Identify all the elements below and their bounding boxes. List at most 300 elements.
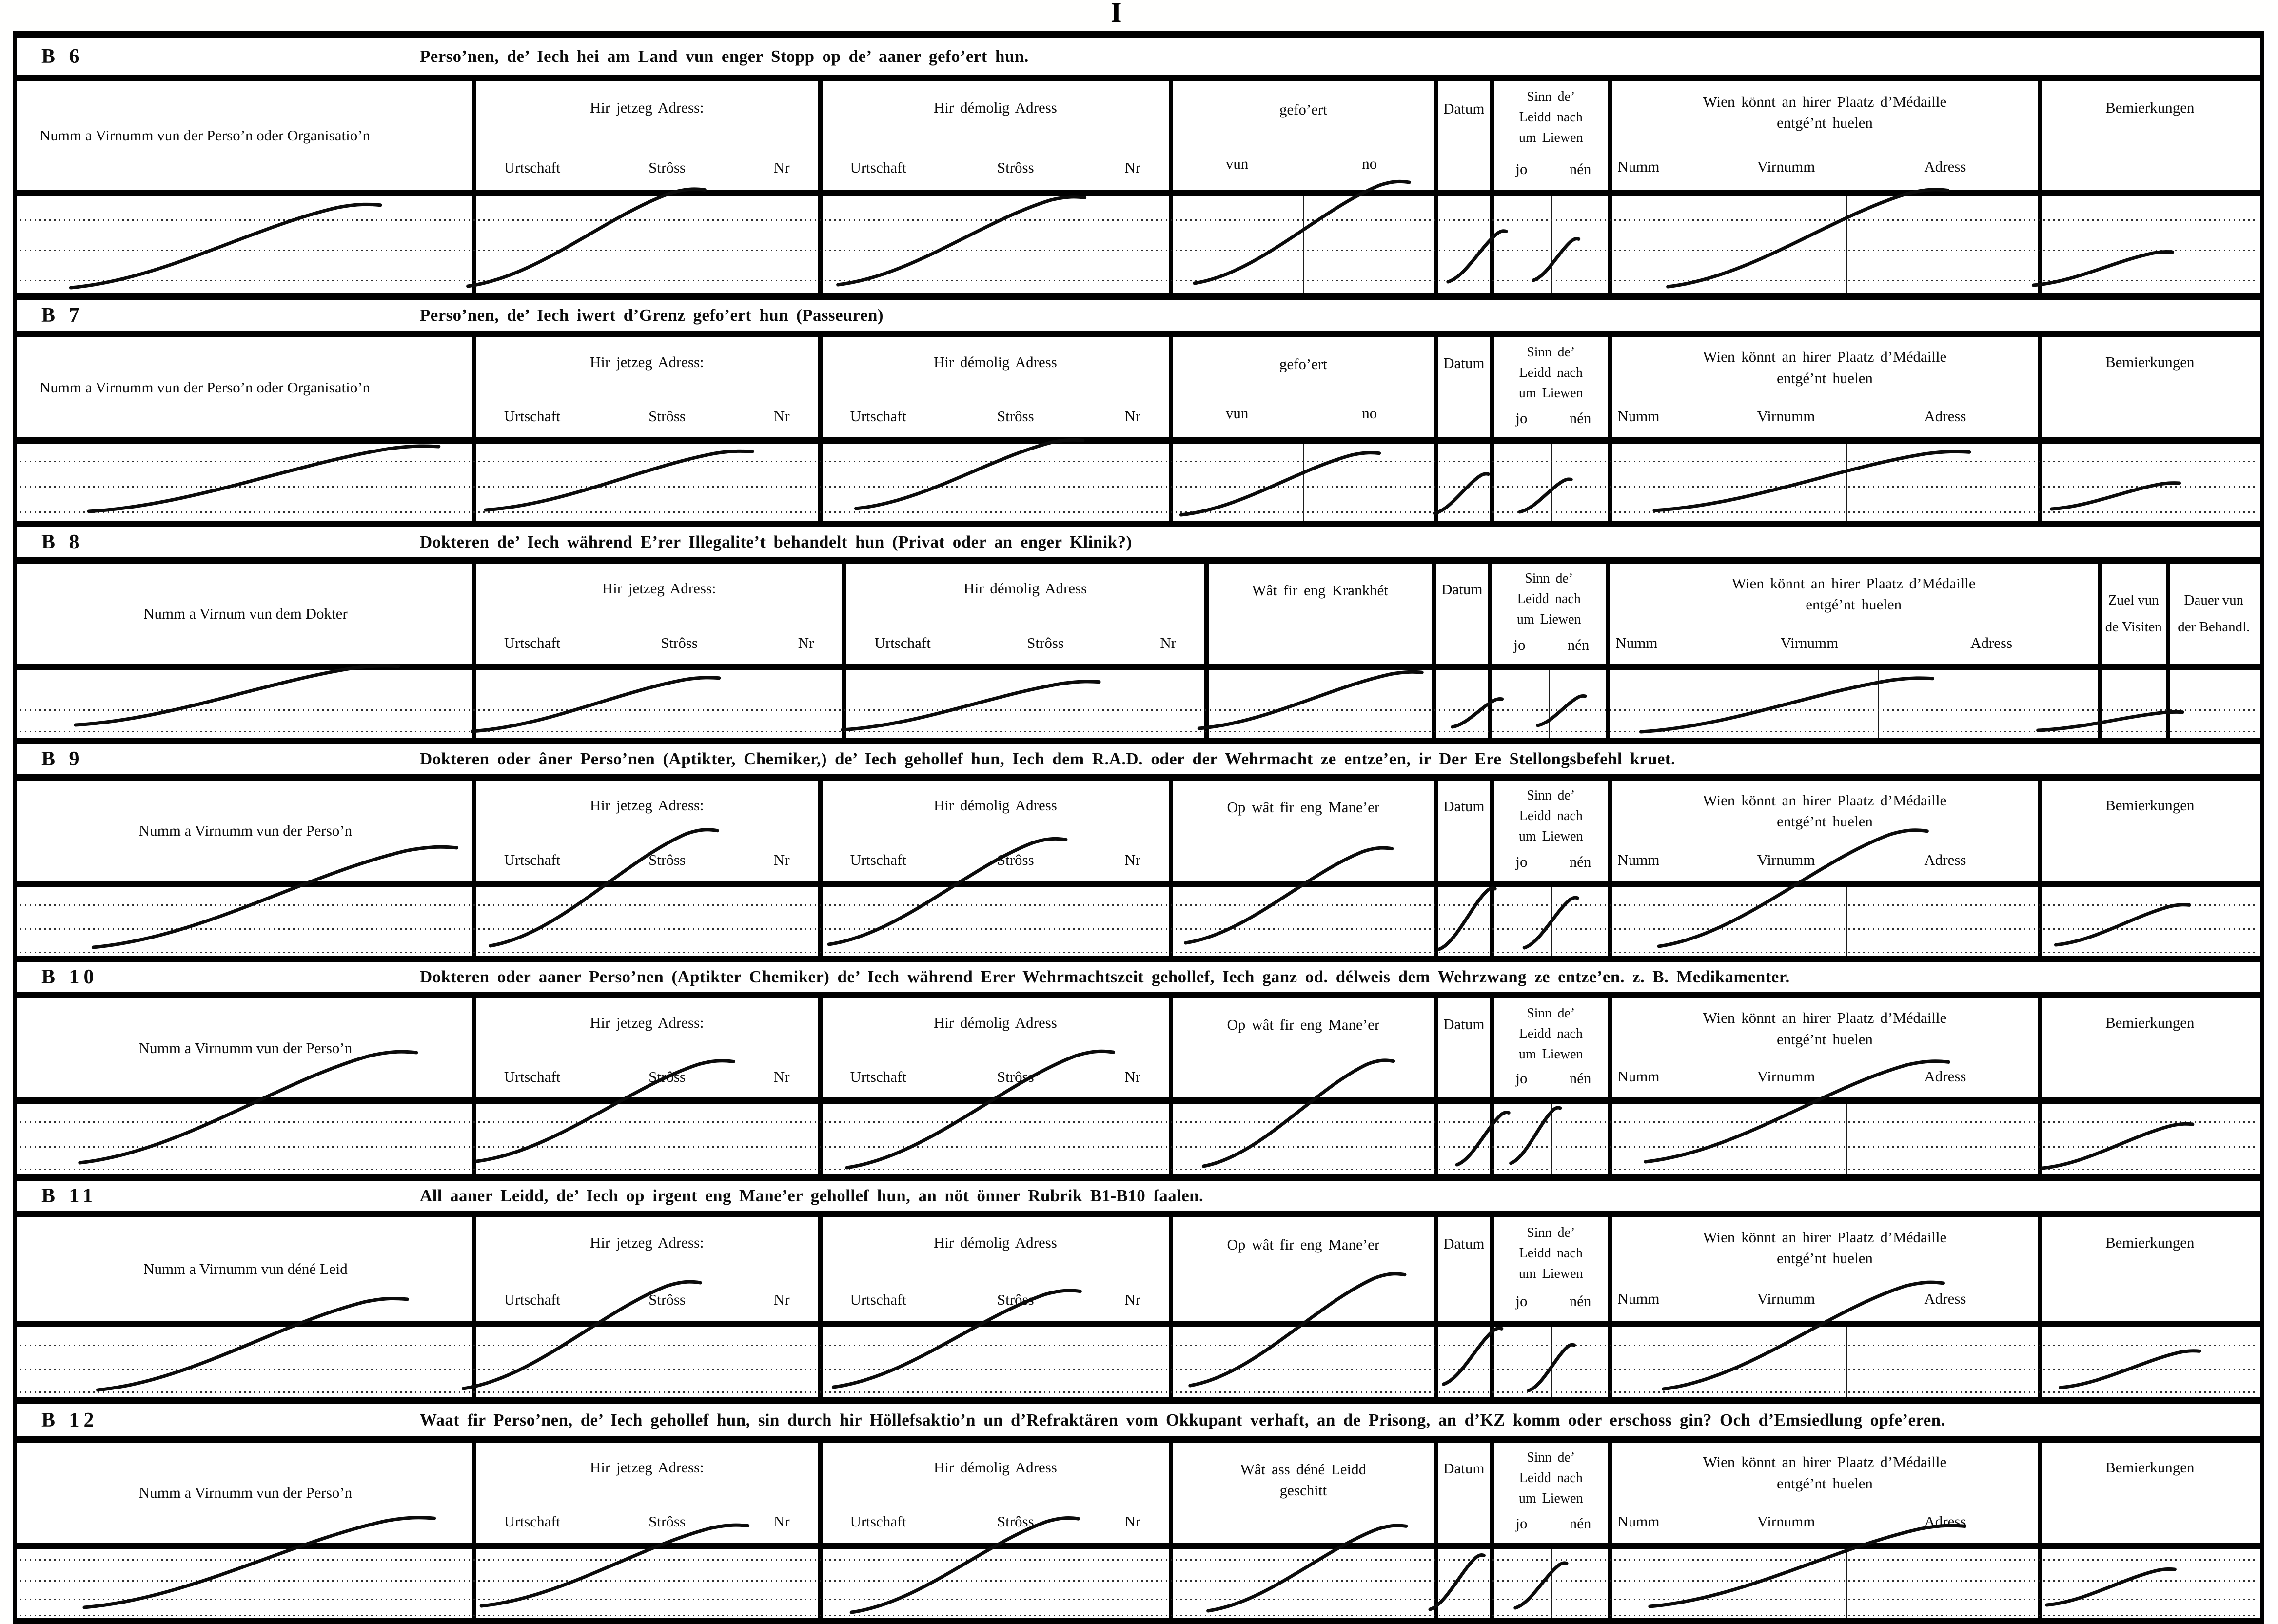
sub-divider [1551, 1327, 1552, 1397]
address-sublabels [820, 1291, 1171, 1309]
sub-numm: Numm [1617, 158, 1660, 176]
name-col-label: Numm a Virnumm vun der Perso’n oder Organisatio’n [39, 378, 371, 396]
column-divider [472, 444, 476, 521]
column-divider [2038, 1104, 2042, 1174]
col-header-mid [1171, 998, 1435, 1097]
sub-nen: nén [1569, 410, 1591, 427]
col-header-datum [1436, 781, 1492, 881]
medal-sublabels [1610, 1056, 2040, 1097]
mid-col-line: Wât fir eng Krankhét [1252, 581, 1388, 599]
alive-line: Sinn de’ [1527, 1006, 1575, 1021]
col-header-medal [1608, 564, 2100, 664]
address-sublabels [820, 1068, 1171, 1086]
data-area [17, 1327, 2260, 1397]
writing-line [20, 219, 2257, 221]
column-divider [472, 887, 476, 956]
col-header-medal [1610, 781, 2040, 881]
medal-line: Wien könnt an hirer Plaatz d’Médaille [1703, 1009, 1947, 1027]
mid-col-line: gefo’ert [1279, 355, 1327, 372]
sub-divider [1551, 196, 1552, 293]
alive-line: um Liewen [1518, 1266, 1583, 1281]
sub-adress: Adress [1924, 1290, 1966, 1308]
mid-col-label [1171, 353, 1435, 374]
page-number-mark: I [1111, 0, 1122, 28]
section-id: B 7 [41, 304, 84, 327]
medal-label [1610, 1227, 2040, 1269]
column-divider [818, 196, 823, 293]
column-divider [1169, 196, 1173, 293]
section-title-band [17, 38, 2260, 81]
name-col-label: Numm a Virnumm vun der Perso’n [138, 822, 353, 839]
col-header-datum [1434, 564, 1491, 664]
tail-label: Bemierkungen [2105, 1233, 2195, 1251]
section-title-band [17, 744, 2260, 781]
col-header-medal [1610, 998, 2040, 1097]
col-header-tail-1 [2168, 564, 2260, 664]
header-row [17, 998, 2260, 1104]
address-sublabels [474, 159, 820, 176]
name-col-label: Numm a Virnumm vun der Perso’n oder Organisatio’n [39, 127, 371, 144]
column-divider [818, 1104, 823, 1174]
col-header-name [17, 781, 474, 881]
sub-divider [1878, 670, 1879, 738]
col-header-tail-0 [2040, 998, 2260, 1097]
datum-label: Datum [1443, 1235, 1485, 1252]
header-row [17, 337, 2260, 444]
mid-col-label [1206, 580, 1434, 601]
form-table [13, 31, 2264, 1624]
name-col-label: Numm a Virnumm vun déné Leid [143, 1260, 348, 1277]
data-area [17, 1549, 2260, 1618]
sub-stross: Strôss [648, 159, 686, 176]
alive-line: um Liewen [1518, 386, 1583, 401]
sub-adress: Adress [1924, 1068, 1966, 1085]
column-divider [1606, 670, 1610, 738]
column-divider [1488, 670, 1492, 738]
alive-label [1492, 1223, 1610, 1284]
section-title: Dokteren oder aaner Perso’nen (Aptikter Chemiker) de’ Iech während Erer Wehrmachtszeit gehollef, Iech ganz od. délweis dem Wehrzwang ze entze’en. z. B. Medikamenter. [420, 967, 1790, 986]
sub-jo: jo [1515, 1070, 1528, 1087]
section-title-band [17, 527, 2260, 564]
col-header-datum [1436, 81, 1492, 190]
medal-line: Wien könnt an hirer Plaatz d’Médaille [1731, 574, 1976, 592]
writing-line [20, 1615, 2257, 1616]
vun-no-split [1171, 390, 1435, 437]
alive-line: Leidd nach [1519, 365, 1583, 381]
section-id: B 11 [41, 1185, 98, 1207]
column-divider [472, 1327, 476, 1397]
section-title-band [17, 1404, 2260, 1443]
alive-label [1492, 1448, 1610, 1509]
sub-no: no [1362, 404, 1377, 422]
col-header-datum [1436, 998, 1492, 1097]
alive-line: Sinn de’ [1525, 571, 1573, 587]
sub-nr: Nr [773, 851, 790, 869]
alive-line: Leidd nach [1517, 591, 1581, 607]
col-header-current-address [474, 998, 820, 1097]
column-divider [1608, 1104, 1612, 1174]
sub-virnumm: Virnumm [1780, 634, 1839, 651]
writing-line [20, 1599, 2257, 1600]
sub-stross: Strôss [1027, 634, 1064, 652]
column-divider [472, 1104, 476, 1174]
tail-line: Dauer vun [2184, 592, 2244, 608]
col-header-former-address [820, 1443, 1171, 1543]
sub-urtschaft: Urtschaft [504, 159, 561, 176]
jo-nen-split [1492, 1505, 1610, 1543]
sub-jo: jo [1515, 853, 1528, 870]
sub-urtschaft: Urtschaft [504, 1513, 561, 1530]
alive-line: Leidd nach [1519, 110, 1583, 125]
section-b12 [17, 1397, 2260, 1618]
sub-virnumm: Virnumm [1757, 1068, 1815, 1085]
sub-urtschaft: Urtschaft [874, 634, 931, 652]
sub-divider [1551, 444, 1552, 521]
sub-numm: Numm [1617, 407, 1660, 425]
address-label: Hir jetzeg Adress: [589, 1233, 704, 1251]
col-header-former-address [820, 998, 1171, 1097]
column-divider [2166, 670, 2170, 738]
medal-line: Wien könnt an hirer Plaatz d’Médaille [1703, 791, 1947, 809]
medal-label [1610, 346, 2040, 389]
sub-nr: Nr [1124, 1068, 1141, 1085]
sub-urtschaft: Urtschaft [504, 634, 561, 652]
datum-label: Datum [1443, 798, 1485, 815]
col-header-current-address [474, 1443, 820, 1543]
column-divider [1490, 887, 1494, 956]
data-area [17, 444, 2260, 521]
sub-jo: jo [1515, 410, 1528, 427]
sub-jo: jo [1513, 636, 1526, 653]
address-sublabels [474, 1291, 820, 1309]
sub-urtschaft: Urtschaft [850, 1291, 906, 1308]
column-divider [472, 196, 476, 293]
column-divider [1608, 444, 1612, 521]
section-title: All aaner Leidd, de’ Iech op irgent eng Mane’er gehollef hun, an nöt önner Rubrik B1-B10 faalen. [420, 1186, 1204, 1205]
sub-stross: Strôss [997, 159, 1034, 176]
datum-label: Datum [1443, 354, 1485, 372]
sub-divider [1846, 887, 1847, 956]
sub-urtschaft: Urtschaft [850, 1068, 906, 1085]
medal-line: Wien könnt an hirer Plaatz d’Médaille [1703, 1453, 1947, 1471]
header-row [17, 781, 2260, 887]
column-divider [1169, 1104, 1173, 1174]
address-label: Hir jetzeg Adress: [589, 98, 704, 116]
medal-line: entgé’nt huelen [1776, 1474, 1873, 1492]
mid-col-line: Wât ass déné Leidd [1240, 1460, 1367, 1478]
column-divider [1432, 670, 1436, 738]
col-header-alive [1492, 337, 1610, 437]
sub-stross: Strôss [997, 1291, 1034, 1308]
sub-urtschaft: Urtschaft [504, 1068, 561, 1085]
sub-divider [1551, 1104, 1552, 1174]
datum-label: Datum [1443, 99, 1485, 117]
header-row [17, 1217, 2260, 1327]
sub-numm: Numm [1617, 1512, 1660, 1530]
section-id: B 6 [41, 45, 84, 68]
section-b7 [17, 293, 2260, 521]
sub-adress: Adress [1970, 634, 2013, 651]
address-label: Hir démolig Adress [934, 1014, 1057, 1032]
sub-adress: Adress [1924, 1512, 1966, 1530]
col-header-name [17, 337, 474, 437]
sub-nen: nén [1569, 1070, 1591, 1087]
jo-nen-split [1492, 843, 1610, 881]
address-sublabels [474, 408, 820, 425]
address-label: Hir jetzeg Adress: [602, 579, 716, 597]
sub-vun: vun [1225, 155, 1249, 172]
tail-label: Bemierkungen [2105, 796, 2195, 814]
sub-nr: Nr [1124, 159, 1141, 176]
medal-line: Wien könnt an hirer Plaatz d’Médaille [1703, 93, 1947, 110]
mid-col-label [1171, 1459, 1435, 1501]
tail-label [2168, 564, 2260, 664]
alive-line: Sinn de’ [1527, 345, 1575, 360]
data-area [17, 1104, 2260, 1174]
address-label: Hir jetzeg Adress: [589, 1458, 704, 1476]
data-area [17, 196, 2260, 293]
section-id: B 9 [41, 748, 84, 770]
sub-urtschaft: Urtschaft [850, 408, 906, 425]
tail-line: der Behandl. [2178, 619, 2250, 635]
sub-stross: Strôss [997, 1513, 1034, 1530]
sub-divider [1846, 1104, 1847, 1174]
address-sublabels [844, 634, 1206, 652]
col-header-mid [1171, 81, 1435, 190]
alive-line: Leidd nach [1519, 1245, 1583, 1261]
sub-urtschaft: Urtschaft [504, 1291, 561, 1308]
col-header-name [17, 998, 474, 1097]
jo-nen-split [1492, 1281, 1610, 1321]
medal-label [1610, 790, 2040, 832]
col-header-mid [1171, 1217, 1435, 1321]
alive-label [1492, 342, 1610, 404]
col-header-alive [1492, 781, 1610, 881]
jo-nen-split [1492, 1060, 1610, 1097]
address-label: Hir démolig Adress [963, 579, 1087, 597]
col-header-current-address [474, 337, 820, 437]
col-header-medal [1610, 81, 2040, 190]
sub-nen: nén [1569, 853, 1591, 870]
section-id: B 12 [41, 1409, 98, 1431]
writing-line [20, 280, 2257, 281]
address-sublabels [820, 408, 1171, 425]
writing-line [20, 1369, 2257, 1370]
medal-line: entgé’nt huelen [1776, 812, 1873, 830]
medal-label [1610, 1007, 2040, 1050]
col-header-former-address [820, 1217, 1171, 1321]
mid-col-line: Op wât fir eng Mane’er [1227, 798, 1380, 816]
col-header-medal [1610, 1443, 2040, 1543]
column-divider [2038, 1327, 2042, 1397]
writing-line [20, 1559, 2257, 1561]
alive-label [1490, 568, 1608, 630]
tail-line: de Visiten [2105, 619, 2162, 635]
sub-virnumm: Virnumm [1757, 1290, 1815, 1308]
sub-vun: vun [1225, 404, 1249, 422]
column-divider [1204, 670, 1209, 738]
column-divider [818, 1327, 823, 1397]
col-header-alive [1492, 81, 1610, 190]
col-header-former-address [844, 564, 1206, 664]
col-header-mid [1171, 337, 1435, 437]
section-b10 [17, 956, 2260, 1174]
datum-label: Datum [1443, 1459, 1485, 1477]
column-divider [2098, 670, 2102, 738]
alive-label [1492, 1003, 1610, 1065]
column-divider [2038, 196, 2042, 293]
column-divider [818, 444, 823, 521]
sub-nr: Nr [1124, 408, 1141, 425]
mid-col-line: Op wât fir eng Mane’er [1227, 1235, 1380, 1253]
mid-col-line: gefo’ert [1279, 100, 1327, 118]
col-header-name [17, 1443, 474, 1543]
header-row [17, 81, 2260, 196]
tail-label: Bemierkungen [2105, 1458, 2195, 1476]
writing-line [20, 1580, 2257, 1582]
tail-label: Bemierkungen [2105, 1014, 2195, 1032]
writing-line [20, 952, 2257, 953]
medal-label [1610, 91, 2040, 134]
sub-jo: jo [1515, 1515, 1528, 1532]
writing-line [20, 1121, 2257, 1123]
mid-col-label [1171, 797, 1435, 818]
sub-divider [1846, 1327, 1847, 1397]
col-header-tail-0 [2040, 337, 2260, 437]
col-header-datum [1436, 1443, 1492, 1543]
column-divider [1169, 1327, 1173, 1397]
col-header-mid [1206, 564, 1434, 664]
data-area [17, 887, 2260, 956]
writing-line [20, 731, 2257, 732]
sub-numm: Numm [1617, 1290, 1660, 1308]
medal-sublabels [1610, 395, 2040, 437]
alive-line: Leidd nach [1519, 808, 1583, 824]
medal-label [1608, 573, 2100, 615]
alive-line: um Liewen [1516, 612, 1581, 627]
sub-stross: Strôss [661, 634, 698, 652]
col-header-datum [1436, 337, 1492, 437]
address-sublabels [820, 851, 1171, 869]
section-id: B 10 [41, 966, 98, 988]
address-sublabels [820, 159, 1171, 176]
alive-line: Leidd nach [1519, 1026, 1583, 1042]
sub-adress: Adress [1924, 158, 1966, 176]
alive-line: um Liewen [1518, 1047, 1583, 1062]
medal-line: entgé’nt huelen [1776, 1250, 1873, 1267]
jo-nen-split [1492, 149, 1610, 190]
column-divider [1490, 1327, 1494, 1397]
sub-divider [1846, 196, 1847, 293]
section-b6 [17, 38, 2260, 293]
writing-line [20, 250, 2257, 251]
section-title: Perso’nen, de’ Iech hei am Land vun enger Stopp op de’ aaner gefo’ert hun. [420, 46, 1029, 66]
sub-nr: Nr [773, 1291, 790, 1308]
col-header-tail-0 [2040, 81, 2260, 190]
sub-virnumm: Virnumm [1757, 1512, 1815, 1530]
column-divider [1490, 1104, 1494, 1174]
sub-nr: Nr [773, 408, 790, 425]
sub-urtschaft: Urtschaft [850, 159, 906, 176]
column-divider [1490, 196, 1494, 293]
section-title-band [17, 1181, 2260, 1217]
data-area [17, 670, 2260, 738]
alive-line: Sinn de’ [1527, 1450, 1575, 1466]
column-divider [472, 670, 476, 738]
writing-line [20, 709, 2257, 711]
address-label: Hir jetzeg Adress: [589, 1014, 704, 1032]
col-header-current-address [474, 781, 820, 881]
section-title: Perso’nen, de’ Iech iwert d’Grenz gefo’ert hun (Passeuren) [420, 306, 884, 325]
sub-urtschaft: Urtschaft [850, 1513, 906, 1530]
col-header-datum [1436, 1217, 1492, 1321]
jo-nen-split [1492, 399, 1610, 437]
col-header-tail-0 [2040, 781, 2260, 881]
header-row [17, 1443, 2260, 1549]
sub-nen: nén [1569, 160, 1591, 177]
address-label: Hir démolig Adress [934, 1233, 1057, 1251]
datum-label: Datum [1443, 1015, 1485, 1033]
medal-line: entgé’nt huelen [1776, 1030, 1873, 1048]
sub-nr: Nr [773, 1513, 790, 1530]
sub-adress: Adress [1924, 407, 1966, 425]
section-title-band [17, 300, 2260, 337]
name-col-label: Numm a Virnumm vun der Perso’n [138, 1039, 353, 1057]
alive-line: um Liewen [1518, 130, 1583, 146]
sub-no: no [1362, 155, 1377, 172]
col-header-alive [1490, 564, 1608, 664]
sub-jo: jo [1515, 1292, 1528, 1310]
col-header-medal [1610, 337, 2040, 437]
sub-divider [1551, 887, 1552, 956]
col-header-current-address [474, 564, 844, 664]
alive-line: Leidd nach [1519, 1470, 1583, 1486]
sub-nen: nén [1569, 1515, 1591, 1532]
alive-label [1492, 87, 1610, 148]
address-label: Hir démolig Adress [934, 98, 1057, 116]
sub-nen: nén [1569, 1292, 1591, 1310]
column-divider [1434, 444, 1438, 521]
writing-line [20, 486, 2257, 488]
medal-sublabels [1608, 622, 2100, 664]
writing-line [20, 1345, 2257, 1346]
medal-sublabels [1610, 1277, 2040, 1321]
address-label: Hir démolig Adress [934, 796, 1057, 814]
address-label: Hir démolig Adress [934, 1458, 1057, 1476]
sub-virnumm: Virnumm [1757, 407, 1815, 425]
tail-label: Bemierkungen [2105, 98, 2195, 116]
col-header-current-address [474, 81, 820, 190]
section-b8 [17, 521, 2260, 738]
writing-line [20, 511, 2257, 513]
mid-col-label [1171, 1234, 1435, 1255]
sub-numm: Numm [1617, 1068, 1660, 1085]
address-label: Hir jetzeg Adress: [589, 353, 704, 371]
column-divider [842, 670, 846, 738]
datum-label: Datum [1441, 581, 1483, 598]
section-b11 [17, 1174, 2260, 1397]
sub-stross: Strôss [648, 1513, 686, 1530]
col-header-mid [1171, 781, 1435, 881]
column-divider [1608, 887, 1612, 956]
header-row [17, 564, 2260, 670]
sub-nr: Nr [1124, 851, 1141, 869]
writing-line [20, 1146, 2257, 1148]
column-divider [1490, 444, 1494, 521]
address-label: Hir démolig Adress [934, 353, 1057, 371]
alive-line: um Liewen [1518, 1491, 1583, 1507]
medal-line: entgé’nt huelen [1806, 595, 1902, 613]
